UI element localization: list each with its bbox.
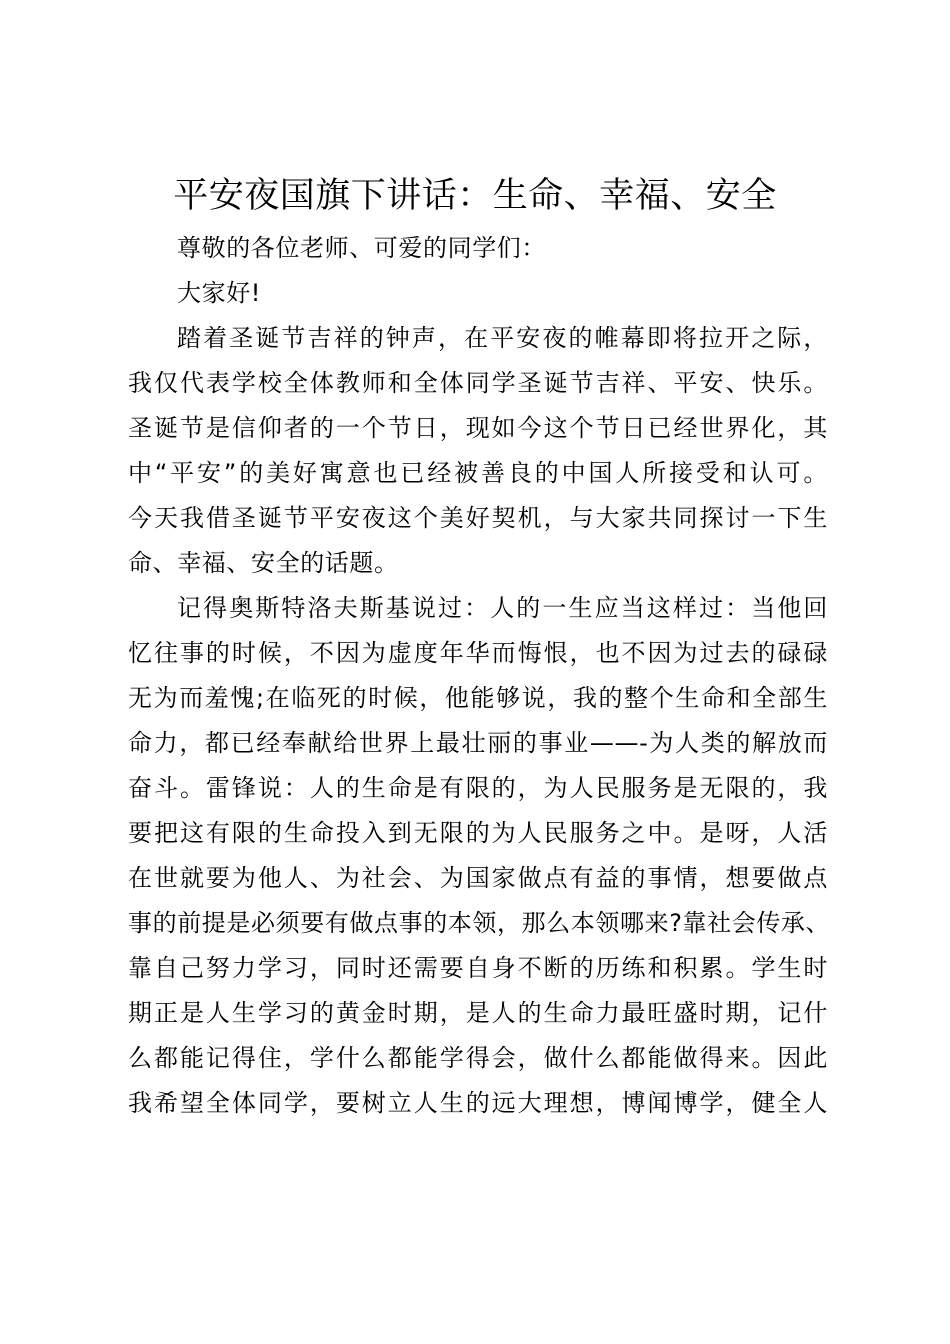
paragraph-line: 命、幸福、安全的话题。 [128,549,399,577]
paragraph-line: 记得奥斯特洛夫斯基说过：人的一生应当这样过：当他回 [177,594,828,622]
paragraph-line: 我仅代表学校全体教师和全体同学圣诞节吉祥、平安、快乐。 [128,369,828,397]
document-body [128,226,831,1126]
paragraph-line: 么都能记得住，学什么都能学得会，做什么都能做得来。因此 [128,1044,828,1072]
paragraph-line: 事的前提是必须要有做点事的本领，那么本领哪来?靠社会传承、 [128,909,831,937]
paragraph-line: 命力，都已经奉献给世界上最壮丽的事业——-为人类的解放而 [128,729,828,757]
paragraph-line: 要把这有限的生命投入到无限的为人民服务之中。是呀，人活 [128,819,828,847]
paragraph-line: 踏着圣诞节吉祥的钟声，在平安夜的帷幕即将拉开之际， [177,324,828,352]
paragraph-line: 奋斗。雷锋说：人的生命是有限的，为人民服务是无限的，我 [128,774,828,802]
paragraph-line: 今天我借圣诞节平安夜这个美好契机，与大家共同探讨一下生 [128,504,828,532]
greeting-line: 大家好! [177,279,262,307]
paragraph-line: 中“平安”的美好寓意也已经被善良的中国人所接受和认可。 [128,459,828,487]
paragraph-line: 在世就要为他人、为社会、为国家做点有益的事情，想要做点 [128,864,828,892]
paragraph-line: 圣诞节是信仰者的一个节日，现如今这个节日已经世界化，其 [128,414,828,442]
paragraph-line: 无为而羞愧;在临死的时候，他能够说，我的整个生命和全部生 [128,684,828,712]
salutation-line: 尊敬的各位老师、可爱的同学们： [177,234,546,262]
paragraph-line: 期正是人生学习的黄金时期，是人的生命力最旺盛时期，记什 [128,999,828,1027]
paragraph-line: 我希望全体同学，要树立人生的远大理想，博闻博学，健全人 [128,1089,828,1117]
paragraph-line: 忆往事的时候，不因为虚度年华而悔恨，也不因为过去的碌碌 [128,639,828,667]
document-title: 平安夜国旗下讲话：生命、幸福、安全 [173,176,777,216]
paragraph-line: 靠自己努力学习，同时还需要自身不断的历练和积累。学生时 [128,954,828,982]
